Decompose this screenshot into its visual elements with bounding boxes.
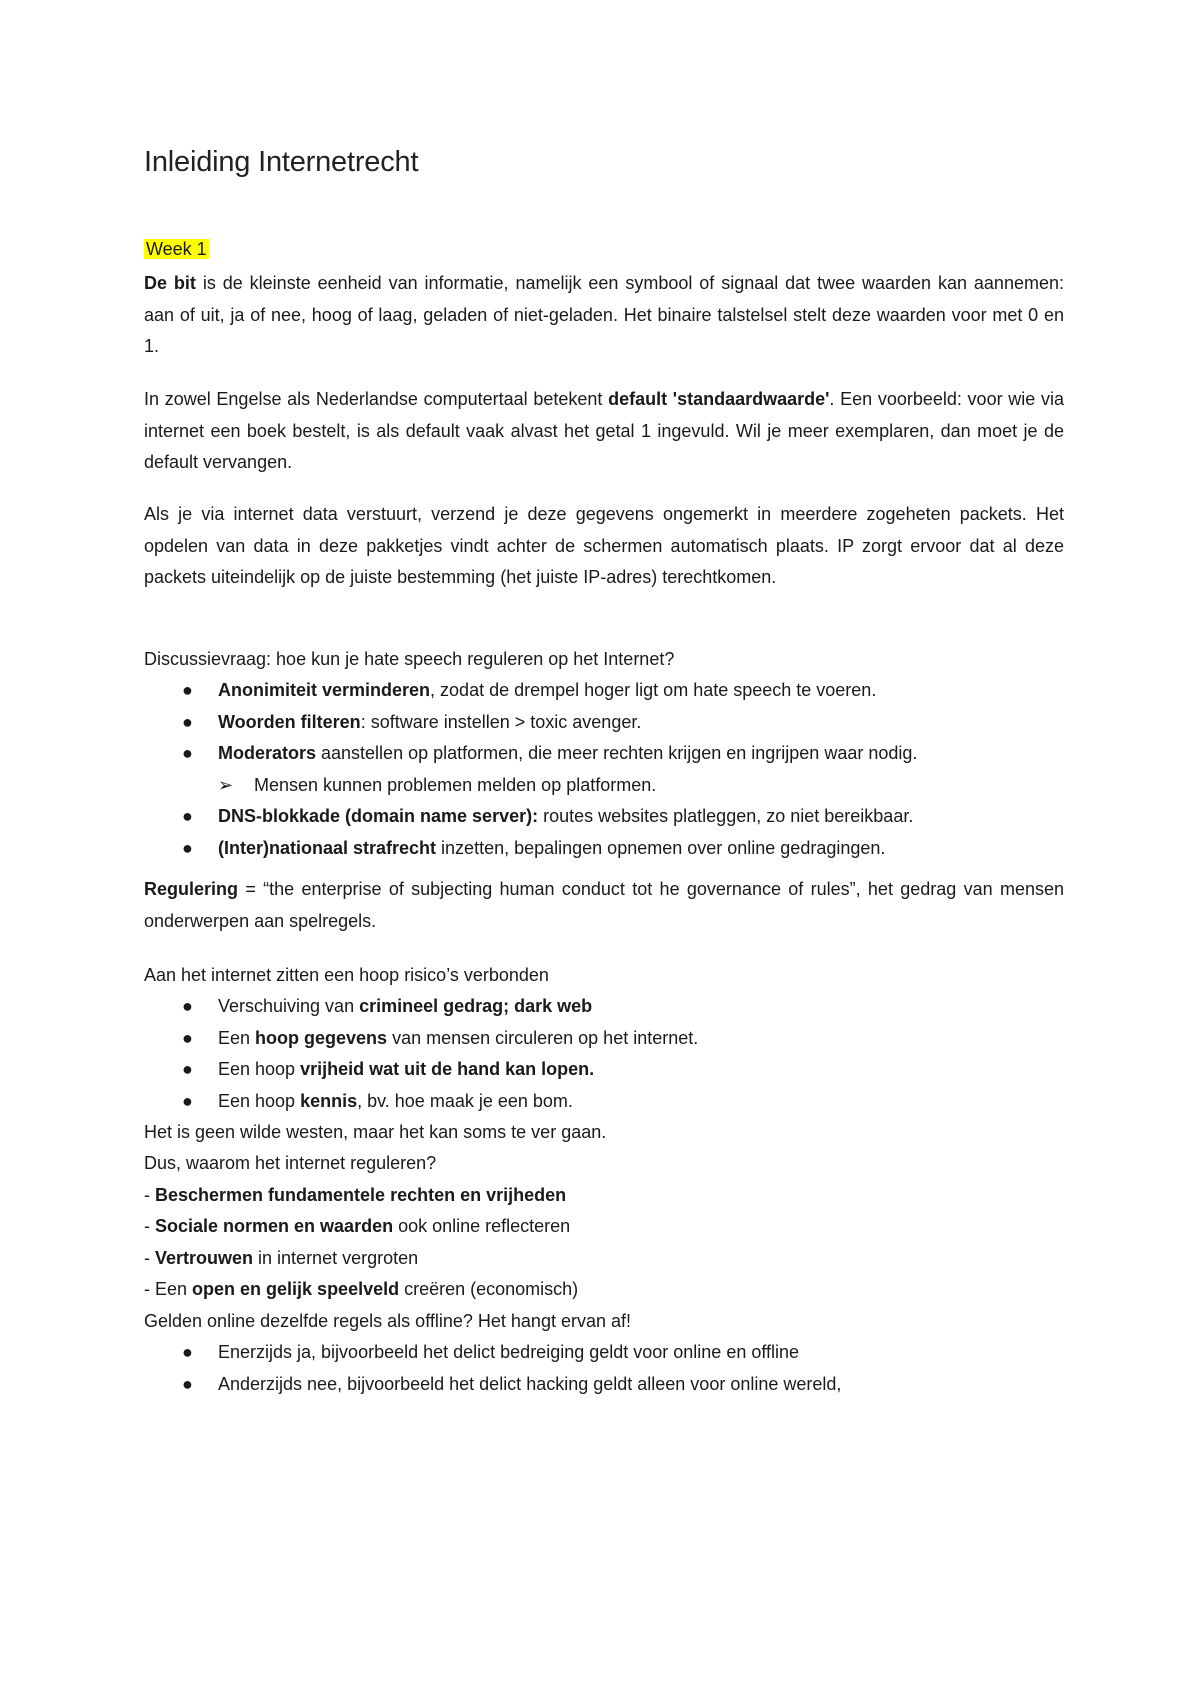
paragraph-regulering <box>144 874 1064 937</box>
document-title: Inleiding Internetrecht <box>144 146 419 178</box>
offline-list <box>144 1337 1074 1400</box>
paragraph-default-pre: In zowel Engelse als Nederlandse computertaal betekent <box>144 389 609 409</box>
why-item-term: Beschermen fundamentele rechten en vrijheden <box>155 1185 567 1205</box>
list-item <box>144 1054 1074 1086</box>
list-item-term: Woorden filteren <box>218 711 361 732</box>
list-item-text: Enerzijds ja, bijvoorbeeld het delict bedreiging geldt voor online en offline <box>218 1342 800 1362</box>
list-item <box>144 991 1074 1023</box>
week-highlight: Week 1 <box>146 239 207 259</box>
why-item <box>144 1180 1064 1212</box>
bullet-icon: ● <box>182 1342 193 1362</box>
why-item-term: Vertrouwen <box>155 1248 254 1268</box>
paragraph-default <box>144 384 1064 479</box>
list-item-post: van mensen circuleren op het internet. <box>387 1027 699 1048</box>
bullet-icon: ● <box>182 680 193 700</box>
list-item-text: : software instellen > toxic avenger. <box>360 711 642 732</box>
list-item-text: Anderzijds nee, bijvoorbeeld het delict hacking geldt alleen voor online wereld, <box>218 1373 842 1394</box>
paragraph-bit-text: is de kleinste eenheid van informatie, namelijk een symbool of signaal dat twee waarden kan aannemen: aan of uit, ja of nee, hoog of laag, geladen of niet-geladen. Het binaire talstelsel stelt deze waarden voor met 0 en 1. <box>144 273 1064 356</box>
why-question: Dus, waarom het internet reguleren? <box>144 1153 437 1173</box>
term-bit: De bit <box>144 273 196 293</box>
list-item-term: Moderators <box>218 743 317 763</box>
list-item-pre: Een <box>218 1027 256 1048</box>
week-heading <box>144 236 209 263</box>
why-item-post: creëren (economisch) <box>399 1279 579 1299</box>
paragraph-bit <box>144 268 1064 363</box>
paragraph-packets: Als je via internet data verstuurt, verzend je deze gegevens ongemerkt in meerdere zogeheten packets. Het opdelen van data in deze pakketjes vindt achter de schermen automatisch plaats. IP zorgt ervoor dat al deze packets uiteindelijk op de juiste bestemming (het juiste IP-adres) terechtkomen. <box>144 504 1064 587</box>
bullet-icon: ● <box>182 996 193 1016</box>
why-item-pre: - <box>144 1248 155 1268</box>
list-item-term: hoop gegevens <box>255 1027 388 1048</box>
why-item-pre: - <box>144 1185 155 1205</box>
discussion-question: Discussievraag: hoe kun je hate speech reguleren op het Internet? <box>144 649 675 669</box>
bullet-icon: ● <box>182 743 193 763</box>
bullet-icon: ● <box>182 1059 193 1079</box>
list-item-pre: Een hoop <box>218 1090 301 1111</box>
bullet-icon: ● <box>182 837 193 858</box>
discussion-list <box>144 675 1074 864</box>
list-item-text: aanstellen op platformen, die meer rechten krijgen en ingrijpen waar nodig. <box>316 743 918 763</box>
bullet-icon: ● <box>182 806 193 826</box>
list-item-term: Anonimiteit verminderen <box>218 680 431 700</box>
bullet-icon: ● <box>182 1090 193 1111</box>
list-item <box>144 707 1074 739</box>
bullet-icon: ● <box>182 711 193 732</box>
wild-west-line: Het is geen wilde westen, maar het kan soms te ver gaan. <box>144 1122 607 1142</box>
list-item-term: crimineel gedrag; dark web <box>359 996 593 1016</box>
list-item-pre: Verschuiving van <box>218 996 360 1016</box>
list-item-term: (Inter)nationaal strafrecht <box>218 837 437 858</box>
risks-intro: Aan het internet zitten een hoop risico’s verbonden <box>144 965 549 985</box>
list-item-term: kennis <box>300 1090 358 1111</box>
list-item-term: DNS-blokkade (domain name server): <box>218 806 539 826</box>
list-item <box>144 801 1074 833</box>
why-item-pre: - <box>144 1216 155 1236</box>
list-item-post: , bv. hoe maak je een bom. <box>357 1090 573 1111</box>
bullet-icon: ● <box>182 1027 193 1048</box>
sub-list-item <box>144 770 1074 802</box>
why-item-term: open en gelijk speelveld <box>192 1279 400 1299</box>
list-item <box>144 1337 1074 1369</box>
paragraph-regulering-text: = “the enterprise of subjecting human conduct tot he governance of rules”, het gedrag van mensen onderwerpen aan spelregels. <box>144 879 1064 931</box>
list-item <box>144 675 1074 707</box>
list-item-text: routes websites platleggen, zo niet bereikbaar. <box>538 806 914 826</box>
list-item <box>144 738 1074 770</box>
list-item <box>144 1369 1074 1401</box>
why-item <box>144 1243 1064 1275</box>
list-item-text: , zodat de drempel hoger ligt om hate speech te voeren. <box>430 680 877 700</box>
list-item-text: inzetten, bepalingen opnemen over online gedragingen. <box>436 837 886 858</box>
risks-list <box>144 991 1074 1117</box>
list-item-term: vrijheid wat uit de hand kan lopen. <box>300 1059 595 1079</box>
list-item <box>144 833 1074 865</box>
why-item-pre: - Een <box>144 1279 193 1299</box>
bullet-icon: ● <box>182 1373 193 1394</box>
why-item <box>144 1211 1064 1243</box>
term-default: default 'standaardwaarde' <box>608 389 830 409</box>
offline-question: Gelden online dezelfde regels als offline? Het hangt ervan af! <box>144 1311 631 1331</box>
sub-list-item-text: Mensen kunnen problemen melden op platformen. <box>254 774 657 795</box>
why-item <box>144 1274 1064 1306</box>
list-item-pre: Een hoop <box>218 1059 301 1079</box>
list-item <box>144 1086 1074 1118</box>
arrowhead-bullet-icon: ➢ <box>218 774 234 795</box>
term-regulering: Regulering <box>144 879 239 899</box>
list-item <box>144 1023 1074 1055</box>
why-item-post: ook online reflecteren <box>393 1216 571 1236</box>
why-item-post: in internet vergroten <box>253 1248 419 1268</box>
why-item-term: Sociale normen en waarden <box>155 1216 394 1236</box>
paragraph-default-post: . Een voorbeeld: voor wie via internet een boek bestelt, is als default vaak alvast het getal 1 ingevuld. Wil je meer exemplaren, dan moet je de default vervangen. <box>144 389 1064 472</box>
